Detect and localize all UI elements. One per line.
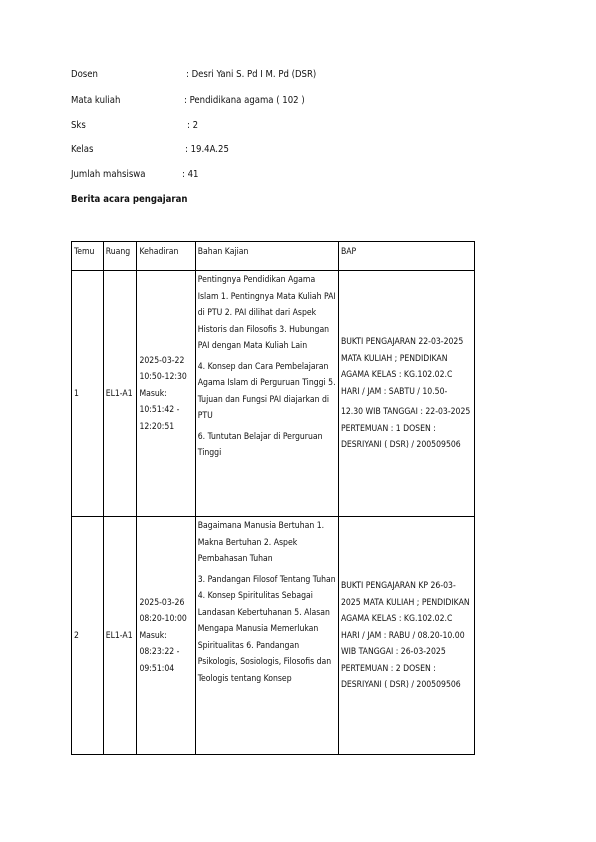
bahan-part-1: Pentingnya Pendidikan Agama Islam 1. Pentingnya Mata Kuliah PAI di PTU 2. PAI dilihat dari Aspek Historis dan Filosofis 3. Hubungan PAI dengan Mata Kuliah Lain (197, 275, 336, 351)
bahan-part-3: 6. Tuntutan Belajar di Perguruan Tinggi (197, 431, 323, 458)
cell-bahan-kajian (195, 517, 338, 755)
cell-temu: 2 (72, 517, 104, 755)
cell-temu: 1 (72, 271, 104, 517)
kelas-label: Kelas (71, 144, 94, 155)
jumlah-value: : 41 (182, 169, 199, 180)
cell-bap (338, 517, 474, 755)
bahan-part-1: Bagaimana Manusia Bertuhan 1. Makna Bertuhan 2. Aspek Pembahasan Tuhan (197, 521, 325, 564)
dosen-value: : Desri Yani S. Pd I M. Pd (DSR) (186, 69, 317, 80)
cell-bahan-kajian (195, 271, 338, 517)
cell-ruang: EL1-A1 (103, 517, 137, 755)
bap-table (71, 241, 475, 755)
header-ruang: Ruang (103, 242, 137, 271)
kehadiran-masuk: Masuk: 10:51:42 - 12:20:51 (139, 388, 180, 432)
header-bap: BAP (338, 242, 474, 271)
bap-part-1: BUKTI PENGAJARAN KP 26-03-2025 MATA KULIAH ; PENDIDIKAN AGAMA KELAS : KG.102.02.C HARI / JAM : RABU / 08.20-10.00 WIB TANGGAI : 26-03-2025 PERTEMUAN : 2 DOSEN : DESRIYANI ( DSR) / 200509506 (340, 581, 470, 691)
kehadiran-masuk: Masuk: 08:23:22 - 09:51:04 (139, 630, 180, 674)
bap-part-1: BUKTI PENGAJARAN 22-03-2025 MATA KULIAH ; PENDIDIKAN AGAMA KELAS : KG.102.02.C HARI / JAM : SABTU / 10.50- (340, 337, 464, 397)
section-title: Berita acara pengajaran (71, 194, 188, 205)
matkul-value: : Pendidikana agama ( 102 ) (184, 95, 305, 106)
bahan-part-2: 3. Pandangan Filosof Tentang Tuhan 4. Konsep Spiritulitas Sebagai Landasan Kebertuhanan 5. Alasan Mengapa Manusia Memerlukan Spiritualitas 6. Pandangan Psikologis, Sosiologis, Filosofis dan Teologis tentang Konsep (197, 574, 336, 684)
kelas-value: : 19.4A.25 (185, 144, 229, 155)
dosen-label: Dosen (71, 69, 98, 80)
cell-ruang: EL1-A1 (103, 271, 137, 517)
bahan-part-2: 4. Konsep dan Cara Pembelajaran Agama Islam di Perguruan Tinggi 5. Tujuan dan Fungsi PAI diajarkan di PTU (197, 361, 336, 421)
table-row (72, 271, 475, 517)
cell-kehadiran (137, 517, 195, 755)
sks-label: Sks (71, 120, 86, 131)
cell-kehadiran (137, 271, 195, 517)
header-bahan-kajian: Bahan Kajian (195, 242, 338, 271)
kehadiran-time: 2025-03-22 10:50-12:30 (139, 355, 187, 383)
jumlah-label: Jumlah mahsiswa (71, 169, 146, 180)
table-header-row (72, 242, 475, 271)
table-row (72, 517, 475, 755)
header-temu: Temu (72, 242, 104, 271)
header-kehadiran: Kehadiran (137, 242, 195, 271)
cell-bap (338, 271, 474, 517)
sks-value: : 2 (187, 120, 199, 131)
bap-part-2: 12.30 WIB TANGGAI : 22-03-2025 PERTEMUAN : 1 DOSEN : DESRIYANI ( DSR) / 200509506 (340, 407, 471, 451)
matkul-label: Mata kuliah (71, 95, 121, 106)
kehadiran-time: 2025-03-26 08:20-10:00 (139, 597, 187, 625)
